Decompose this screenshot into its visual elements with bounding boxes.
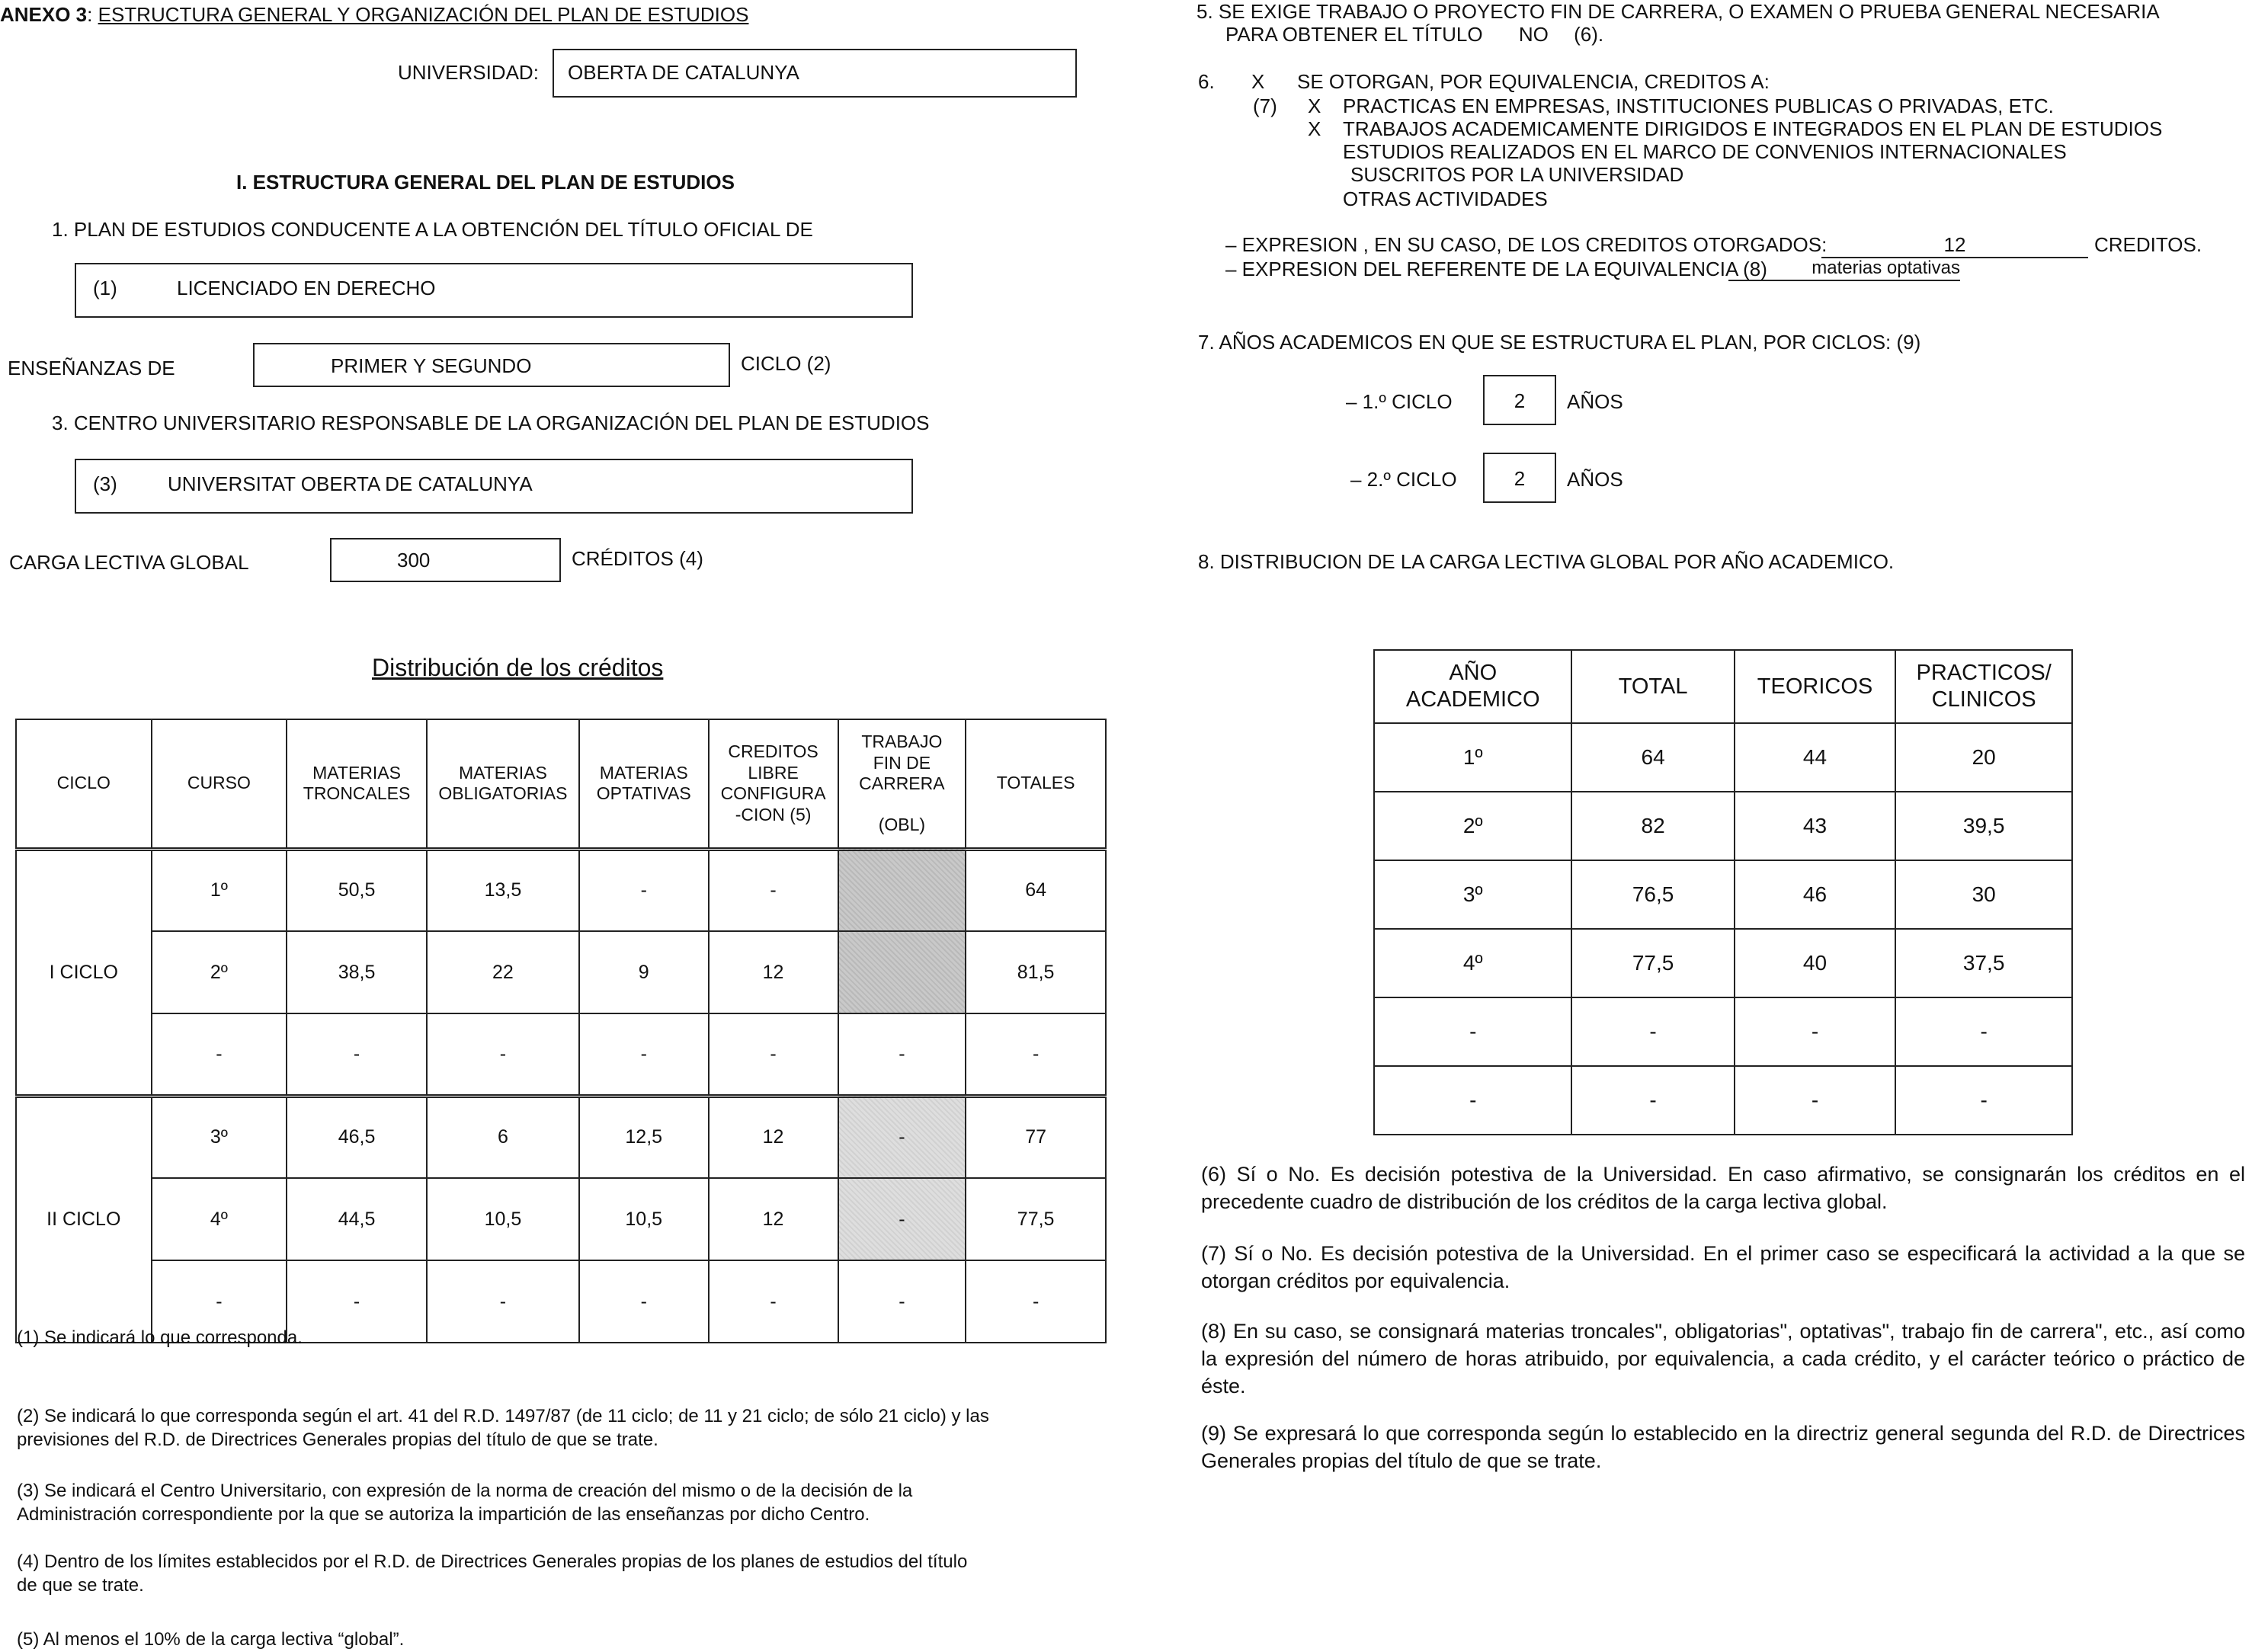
right-note-6: (6) Sí o No. Es decisión potestiva de la Universidad. En caso afirmativo, se consignarán los créditos en el precedente cuadro de distribución de los créditos de la carga lectiva global.: [1201, 1163, 2245, 1213]
cell-libre: -: [709, 1260, 838, 1343]
centro-field: [75, 459, 913, 514]
header-troncales: MATERIAS TRONCALES: [287, 719, 427, 849]
cell-total: 82: [1571, 792, 1734, 860]
table-row: [16, 849, 1106, 931]
right-note-8: (8) En su caso, se consignará materias troncales", obligatorias", optativas", trabajo fin de carrera", etc., así como la expresión del número de horas atribuido, por equivalencia, a cada crédito, y el carácter teórico o práctico de éste.: [1201, 1320, 2245, 1397]
cell-obligatorias: 13,5: [427, 849, 579, 931]
cell-troncales: -: [287, 1013, 427, 1096]
table-row: [16, 931, 1106, 1013]
credits-header-row: [16, 719, 1106, 849]
cell-troncales: 46,5: [287, 1096, 427, 1178]
year-header-row: [1374, 650, 2072, 723]
option-3-text: ESTUDIOS REALIZADOS EN EL MARCO DE CONVENIOS INTERNACIONALES: [1343, 140, 2067, 163]
cell-practicos: -: [1895, 997, 2072, 1066]
credits-distribution-table: [15, 719, 1107, 1343]
table-row: [1374, 860, 2072, 929]
annex-number: ANEXO 3: [0, 3, 88, 26]
option-2-mark: X: [1308, 117, 1321, 140]
title-field-value: LICENCIADO EN DERECHO: [177, 277, 436, 299]
cell-teoricos: 46: [1735, 860, 1896, 929]
cell-year: 1º: [1374, 723, 1571, 792]
option-5-text: OTRAS ACTIVIDADES: [1343, 187, 1548, 210]
ciclo1-years-value: 2: [1514, 389, 1526, 412]
cell-year: 3º: [1374, 860, 1571, 929]
header-trabajo-obl: (OBL): [878, 814, 926, 834]
cell-teoricos: 43: [1735, 792, 1896, 860]
left-note-4: (4) Dentro de los límites establecidos por el R.D. de Directrices Generales propias de los planes de estudios del título de que se trate.: [17, 1551, 968, 1596]
header-total: TOTAL: [1571, 650, 1734, 723]
left-note-3: (3) Se indicará el Centro Universitario, con expresión de la norma de creación del mismo o de la decisión de la Administración correspondiente por la que se autoriza la impartición de las enseñanzas por dicho Centro.: [17, 1481, 913, 1526]
cell-teoricos: 44: [1735, 723, 1896, 792]
right-note-7: (7) Sí o No. Es decisión potestiva de la Universidad. En el primer caso se especificará la actividad a la que se otorgan créditos por equivalencia.: [1201, 1242, 2245, 1292]
cell-total: 77,5: [1571, 929, 1734, 997]
credits-table-title: Distribución de los créditos: [372, 654, 664, 681]
cell-total: -: [1571, 997, 1734, 1066]
cell-libre: 12: [709, 1096, 838, 1178]
expr-creditos-unit: CREDITOS.: [2094, 233, 2202, 256]
cell-trabajo: -: [838, 1260, 966, 1343]
section5-line2: [1225, 23, 1603, 46]
cell-troncales: 38,5: [287, 931, 427, 1013]
right-note-9: (9) Se expresará lo que corresponda según lo establecido en la directriz general segunda del R.D. de Directrices Generales propias del título de que se trate.: [1201, 1422, 2245, 1472]
header-obligatorias: MATERIAS OBLIGATORIAS: [427, 719, 579, 849]
university-label: UNIVERSIDAD:: [398, 61, 539, 84]
left-note-5: (5) Al menos el 10% de la carga lectiva “global”.: [17, 1629, 405, 1650]
cell-teoricos: -: [1735, 997, 1896, 1066]
cell-trabajo-shaded: [838, 931, 966, 1013]
cell-optativas: -: [579, 1260, 709, 1343]
cell-trabajo-shaded: [838, 849, 966, 931]
section7-heading: 7. AÑOS ACADEMICOS EN QUE SE ESTRUCTURA EL PLAN, POR CICLOS: (9): [1198, 331, 1921, 354]
cell-practicos: 20: [1895, 723, 2072, 792]
centro-field-value: UNIVERSITAT OBERTA DE CATALUNYA: [168, 472, 533, 495]
expr-referente-label: – EXPRESION DEL REFERENTE DE LA EQUIVALENCIA (8): [1225, 258, 1767, 280]
cell-total: -: [1571, 1066, 1734, 1135]
cell-troncales: 44,5: [287, 1178, 427, 1260]
section6-ref: (7): [1253, 94, 1277, 117]
header-optativas: MATERIAS OPTATIVAS: [579, 719, 709, 849]
item3-label: 3. CENTRO UNIVERSITARIO RESPONSABLE DE LA ORGANIZACIÓN DEL PLAN DE ESTUDIOS: [52, 411, 930, 434]
cell-curso: 3º: [152, 1096, 287, 1178]
ciclo2-unit: AÑOS: [1567, 468, 1623, 491]
ciclo-1-cell: I CICLO: [16, 849, 152, 1096]
ensenanzas-label: ENSEÑANZAS DE: [8, 357, 175, 379]
ciclo2-years-field: [1483, 453, 1556, 503]
ensenanzas-field: [253, 343, 730, 387]
ciclo1-years-field: [1483, 375, 1556, 425]
cell-year: -: [1374, 1066, 1571, 1135]
cell-libre: 12: [709, 1178, 838, 1260]
carga-unit: CRÉDITOS (4): [572, 547, 703, 570]
cell-obligatorias: -: [427, 1013, 579, 1096]
cell-optativas: 10,5: [579, 1178, 709, 1260]
section5-ref: (6).: [1574, 23, 1604, 46]
table-row: [16, 1013, 1106, 1096]
ciclo-label: CICLO (2): [741, 352, 831, 375]
header-libre-configuracion: CREDITOS LIBRE CONFIGURA -CION (5): [709, 719, 838, 849]
cell-optativas: -: [579, 849, 709, 931]
expr-referente-field: [1728, 258, 1960, 281]
university-field: [553, 49, 1077, 98]
cell-curso: 4º: [152, 1178, 287, 1260]
table-row: [1374, 997, 2072, 1066]
table-row: [1374, 723, 2072, 792]
header-curso: CURSO: [152, 719, 287, 849]
cell-trabajo: -: [838, 1013, 966, 1096]
ciclo-2-cell: II CICLO: [16, 1096, 152, 1343]
item1-label: 1. PLAN DE ESTUDIOS CONDUCENTE A LA OBTENCIÓN DEL TÍTULO OFICIAL DE: [52, 218, 813, 241]
cell-troncales: -: [287, 1260, 427, 1343]
ciclo1-label: – 1.º CICLO: [1346, 390, 1453, 413]
cell-curso: 2º: [152, 931, 287, 1013]
cell-total: 64: [1571, 723, 1734, 792]
left-note-2: (2) Se indicará lo que corresponda según el art. 41 del R.D. 1497/87 (de 11 ciclo; de 11 y 21 ciclo; de sólo 21 ciclo) y las previsiones del R.D. de Directrices Generales propias del título de que se trate.: [17, 1406, 989, 1451]
cell-year: 2º: [1374, 792, 1571, 860]
carga-value: 300: [397, 549, 431, 571]
university-value: OBERTA DE CATALUNYA: [568, 61, 799, 84]
table-row: [1374, 792, 2072, 860]
cell-curso: -: [152, 1013, 287, 1096]
annex-title: ESTRUCTURA GENERAL Y ORGANIZACIÓN DEL PLAN DE ESTUDIOS: [98, 3, 749, 26]
section6-heading: SE OTORGAN, POR EQUIVALENCIA, CREDITOS A:: [1297, 70, 1770, 93]
ensenanzas-value: PRIMER Y SEGUNDO: [331, 354, 532, 377]
expr-creditos-field: [1821, 233, 2088, 258]
cell-libre: 12: [709, 931, 838, 1013]
carga-field: [330, 538, 561, 582]
carga-label: CARGA LECTIVA GLOBAL: [9, 551, 249, 574]
cell-practicos: 39,5: [1895, 792, 2072, 860]
section8-heading: 8. DISTRIBUCION DE LA CARGA LECTIVA GLOBAL POR AÑO ACADEMICO.: [1198, 550, 1895, 573]
centro-field-number: (3): [93, 472, 117, 495]
option-2-text: TRABAJOS ACADEMICAMENTE DIRIGIDOS E INTEGRADOS EN EL PLAN DE ESTUDIOS: [1343, 117, 2163, 140]
cell-totales: 64: [966, 849, 1106, 931]
expr-creditos-value: 12: [1943, 233, 1966, 256]
expr-creditos-label: – EXPRESION , EN SU CASO, DE LOS CREDITOS OTORGADOS:: [1225, 233, 1828, 256]
cell-optativas: -: [579, 1013, 709, 1096]
section5-title-text: PARA OBTENER EL TÍTULO: [1225, 23, 1483, 46]
title-field-number: (1): [93, 277, 117, 299]
cell-year: 4º: [1374, 929, 1571, 997]
cell-curso: -: [152, 1260, 287, 1343]
option-1-mark: X: [1308, 94, 1321, 117]
cell-teoricos: -: [1735, 1066, 1896, 1135]
cell-obligatorias: -: [427, 1260, 579, 1343]
title-field: [75, 263, 913, 318]
cell-curso: 1º: [152, 849, 287, 931]
cell-obligatorias: 6: [427, 1096, 579, 1178]
cell-totales: 77: [966, 1096, 1106, 1178]
cell-obligatorias: 10,5: [427, 1178, 579, 1260]
cell-libre: -: [709, 1013, 838, 1096]
cell-trabajo-shaded: -: [838, 1178, 966, 1260]
cell-trabajo-shaded: -: [838, 1096, 966, 1178]
ciclo1-unit: AÑOS: [1567, 390, 1623, 413]
cell-libre: -: [709, 849, 838, 931]
ciclo2-label: – 2.º CICLO: [1350, 468, 1457, 491]
ciclo2-years-value: 2: [1514, 467, 1526, 490]
cell-totales: -: [966, 1260, 1106, 1343]
cell-practicos: -: [1895, 1066, 2072, 1135]
cell-teoricos: 40: [1735, 929, 1896, 997]
cell-totales: 81,5: [966, 931, 1106, 1013]
table-row: [16, 1178, 1106, 1260]
section5-answer: NO: [1518, 23, 1549, 46]
cell-totales: -: [966, 1013, 1106, 1096]
cell-practicos: 30: [1895, 860, 2072, 929]
expr-referente-value: materias optativas: [1812, 258, 1960, 278]
cell-obligatorias: 22: [427, 931, 579, 1013]
option-4-text: SUSCRITOS POR LA UNIVERSIDAD: [1350, 163, 1684, 186]
cell-optativas: 12,5: [579, 1096, 709, 1178]
table-row: [1374, 929, 2072, 997]
cell-optativas: 9: [579, 931, 709, 1013]
section6-mark: X: [1251, 70, 1265, 93]
header-practicos: PRACTICOS/ CLINICOS: [1895, 650, 2072, 723]
header-trabajo-label: TRABAJO FIN DE CARRERA: [859, 732, 945, 794]
header-trabajo-fin-carrera: [838, 719, 966, 849]
left-note-1: (1) Se indicará lo que corresponda.: [17, 1327, 303, 1348]
cell-totales: 77,5: [966, 1178, 1106, 1260]
header-totales: TOTALES: [966, 719, 1106, 849]
table-row: [16, 1096, 1106, 1178]
cell-practicos: 37,5: [1895, 929, 2072, 997]
annex-heading: ANEXO 3: ESTRUCTURA GENERAL Y ORGANIZACIÓN DEL PLAN DE ESTUDIOS: [0, 3, 749, 26]
year-distribution-table: [1373, 649, 2073, 1135]
header-ciclo: CICLO: [16, 719, 152, 849]
cell-year: -: [1374, 997, 1571, 1066]
table-row: [1374, 1066, 2072, 1135]
cell-total: 76,5: [1571, 860, 1734, 929]
header-ano-academico: AÑO ACADEMICO: [1374, 650, 1571, 723]
section1-heading: I. ESTRUCTURA GENERAL DEL PLAN DE ESTUDIOS: [236, 171, 735, 194]
header-teoricos: TEORICOS: [1735, 650, 1896, 723]
section5-line1: 5. SE EXIGE TRABAJO O PROYECTO FIN DE CARRERA, O EXAMEN O PRUEBA GENERAL NECESARIA: [1196, 0, 2160, 23]
cell-troncales: 50,5: [287, 849, 427, 931]
section6-number: 6.: [1198, 70, 1215, 93]
option-1-text: PRACTICAS EN EMPRESAS, INSTITUCIONES PUBLICAS O PRIVADAS, ETC.: [1343, 94, 2054, 117]
